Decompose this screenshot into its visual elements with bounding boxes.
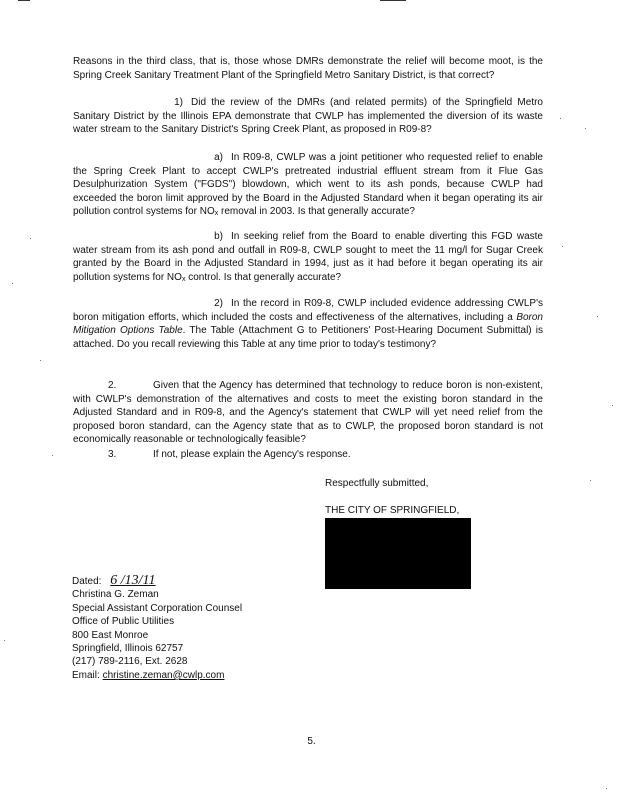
contact-email-line: Email: christine.zeman@cwlp.com	[72, 669, 225, 681]
scan-speck	[606, 788, 607, 789]
contact-name: Christina G. Zeman	[72, 589, 159, 601]
dated-value: 6 /13/11	[110, 573, 156, 588]
scan-speck	[40, 360, 41, 361]
contact-address-line1: 800 East Monroe	[72, 629, 149, 641]
paragraph-2: 2. Given that the Agency has determined that technology to reduce boron is non-existent, with CWLP's demonstration of the alternatives and costs to meet the existing boron standard in the Adjusted Standard and in R09-8, and the Agency's statement that CWLP will yet need relief from the proposed boron standard, can the Agency state that as to CWLP, the proposed boron standard is not economically reasonable or technologically feasible?	[73, 380, 543, 445]
question-1a: a) In R09-8, CWLP was a joint petitioner who requested relief to enable the Spring Creek Plant to accept CWLP's pretreated industrial effluent stream from it Flue Gas Desulphurization System ("FGDS") blowdown, which went to its ash ponds, because CWLP had exceeded the boron limit approved by the Board in the Adjusted Standard when it began operating its air pollution control systems for $NO_x$ removal in 2003. Is that generally accurate?	[73, 152, 543, 217]
question-1a-number: a)	[214, 152, 223, 163]
contact-title: Special Assistant Corporation Counsel	[72, 602, 243, 614]
scan-speck	[597, 316, 598, 317]
question-1b-number: b)	[214, 231, 223, 242]
paragraph-3: 3. If not, please explain the Agency's response.	[73, 448, 543, 462]
contact-phone: (217) 789-2116, Ext. 2628	[72, 656, 188, 668]
contact-address-line2: Springfield, Illinois 62757	[72, 643, 184, 655]
scan-mark	[380, 0, 406, 1]
scan-speck	[562, 246, 563, 247]
intro-paragraph: Reasons in the third class, that is, those whose DMRs demonstrate the relief will become moot, is the Spring Creek Sanitary Treatment Plant of the Springfield Metro Sanitary District, is that correct?	[73, 56, 543, 81]
question-2: 2) In the record in R09-8, CWLP included evidence addressing CWLP's boron mitigation efforts, which included the costs and effectiveness of the alternatives, including a Boron Mitigation Options Table. The Table (Attachment G to Petitioners' Post-Hearing Document Submittal) is attached. Do you recall reviewing this Table at any time prior to today's testimony?	[73, 298, 543, 350]
scan-speck	[12, 283, 13, 284]
dated-line: Dated: 6 /13/11	[72, 574, 242, 588]
question-2-number: 2)	[214, 298, 223, 309]
scan-speck	[612, 405, 613, 406]
scan-speck	[590, 480, 591, 481]
question-1-number: 1)	[174, 97, 183, 108]
scan-speck	[585, 128, 586, 129]
organization-name: THE CITY OF SPRINGFIELD,	[325, 505, 460, 516]
closing-text: Respectfully submitted,	[325, 478, 429, 489]
scan-mark	[18, 0, 30, 1]
paragraph-3-number: 3.	[108, 449, 117, 460]
page-number: 5.	[307, 736, 316, 747]
contact-office: Office of Public Utilities	[72, 616, 175, 628]
redacted-signature	[325, 518, 471, 589]
scan-speck	[4, 640, 5, 641]
question-1b: b) In seeking relief from the Board to enable diverting this FGD waste water stream from its ash pond and outfall in R09-8, CWLP sought to meet the 11 mg/l for Sugar Creek granted by the Board in the Adjusted Standard in 1994, just as it had before it began operating its air pollution systems for $NO_x$ control. Is that generally accurate?	[73, 231, 543, 283]
contact-block	[72, 574, 242, 682]
question-1: 1) Did the review of the DMRs (and related permits) of the Springfield Metro Sanitary District by the Illinois EPA demonstrate that CWLP has implemented the diversion of its waste water stream to the Sanitary District's Spring Creek Plant, as proposed in R09-8?	[73, 97, 543, 135]
contact-email-link[interactable]: christine.zeman@cwlp.com	[102, 669, 225, 681]
scan-speck	[52, 455, 53, 456]
scan-speck	[560, 118, 561, 119]
paragraph-2-number: 2.	[108, 380, 117, 391]
scan-speck	[30, 238, 31, 239]
